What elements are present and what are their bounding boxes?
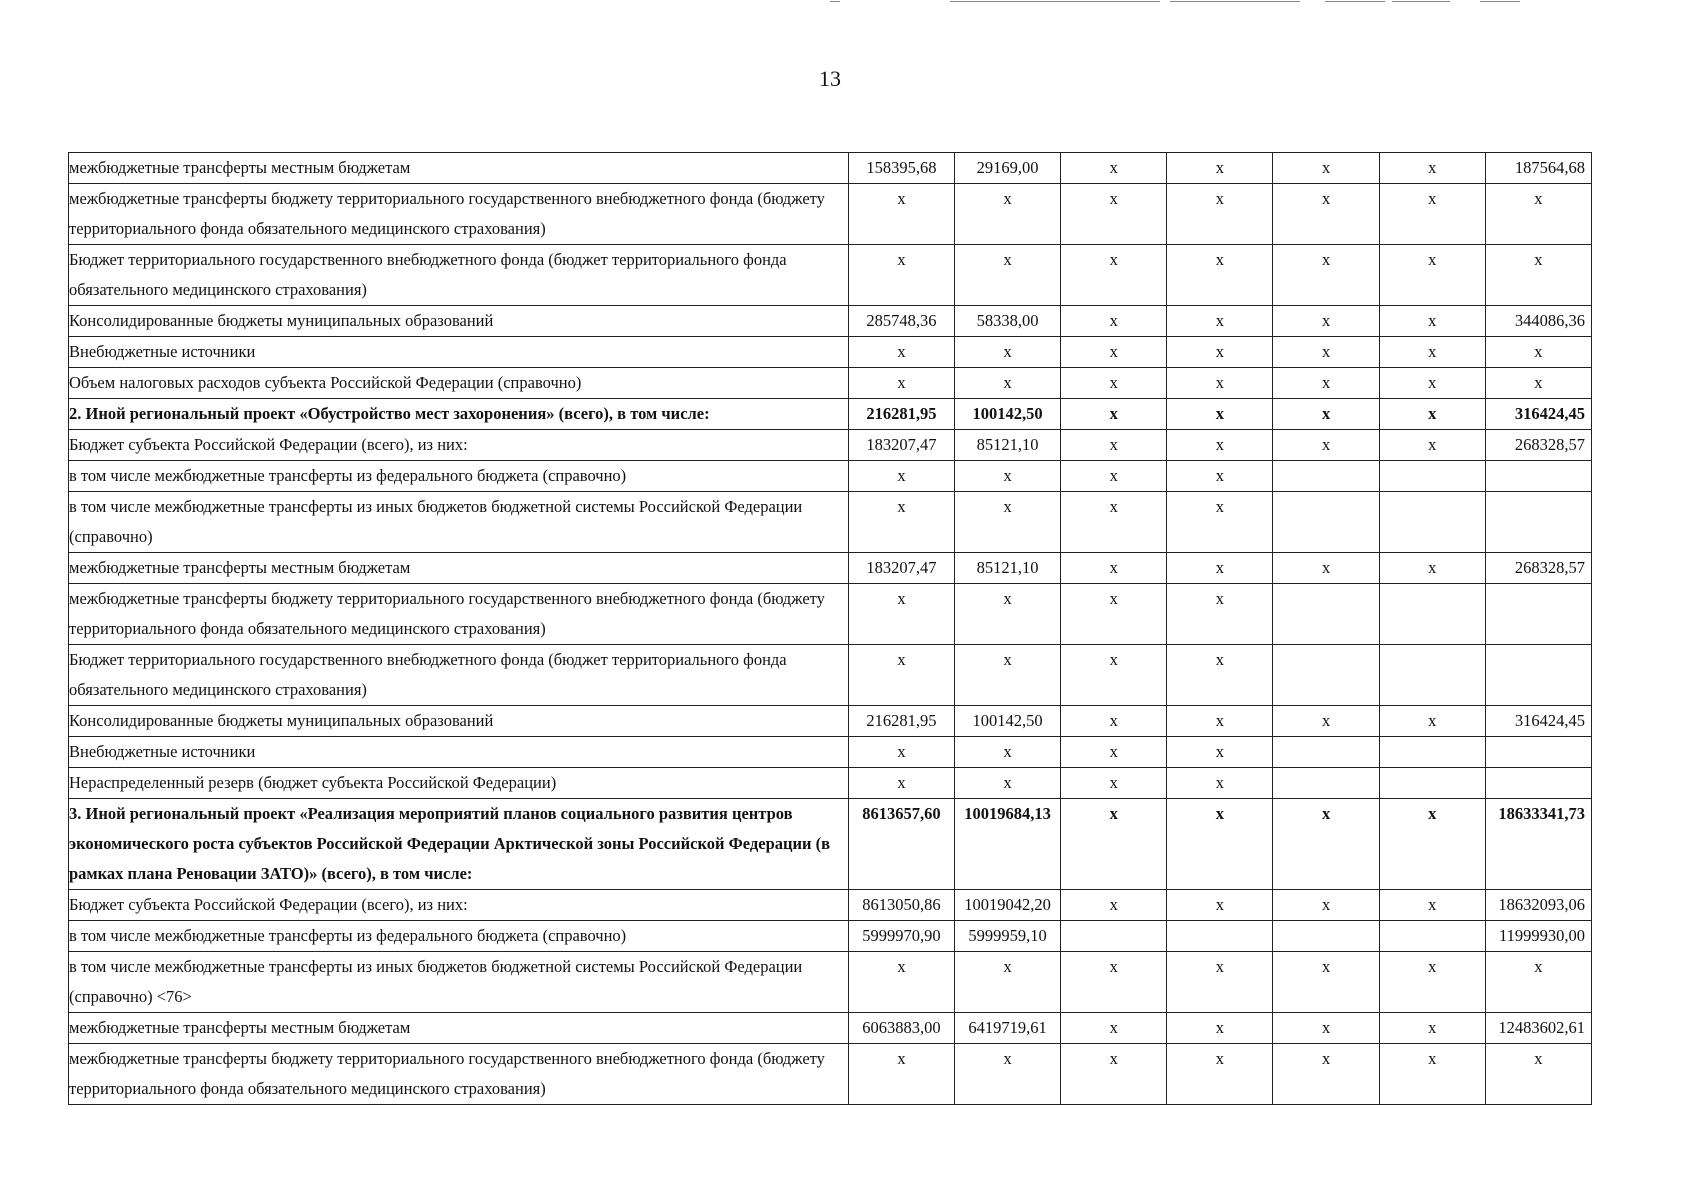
table-row bbox=[69, 368, 1592, 399]
table-row bbox=[69, 1013, 1592, 1044]
value-cell: x bbox=[1273, 184, 1379, 245]
value-cell: x bbox=[1273, 399, 1379, 430]
value-cell: x bbox=[1379, 799, 1485, 890]
row-label: Бюджет территориального государственного внебюджетного фонда (бюджет территориального фонда обязательного медицинского страхования) bbox=[69, 245, 849, 306]
row-label: 3. Иной региональный проект «Реализация мероприятий планов социального развития центров экономического роста субъектов Российской Федерации Арктической зоны Российской Федерации (в рамках плана Реновации ЗАТО)» (всего), в том числе: bbox=[69, 799, 849, 890]
value-cell bbox=[1273, 768, 1379, 799]
value-cell: x bbox=[1379, 1013, 1485, 1044]
value-cell bbox=[1273, 737, 1379, 768]
row-label: в том числе межбюджетные трансферты из иных бюджетов бюджетной системы Российской Федерации (справочно) bbox=[69, 492, 849, 553]
value-cell: x bbox=[1061, 645, 1167, 706]
value-cell: x bbox=[848, 952, 954, 1013]
value-cell: 158395,68 bbox=[848, 153, 954, 184]
value-cell: x bbox=[848, 245, 954, 306]
value-cell bbox=[1485, 461, 1591, 492]
value-cell: x bbox=[848, 184, 954, 245]
value-cell: x bbox=[1167, 245, 1273, 306]
row-label: в том числе межбюджетные трансферты из федерального бюджета (справочно) bbox=[69, 921, 849, 952]
row-label: Консолидированные бюджеты муниципальных образований bbox=[69, 306, 849, 337]
value-cell: x bbox=[955, 1044, 1061, 1105]
value-cell bbox=[1061, 921, 1167, 952]
table-row bbox=[69, 584, 1592, 645]
table-row bbox=[69, 921, 1592, 952]
row-label: в том числе межбюджетные трансферты из иных бюджетов бюджетной системы Российской Федерации (справочно) <76> bbox=[69, 952, 849, 1013]
value-cell: x bbox=[1061, 306, 1167, 337]
value-cell bbox=[1379, 921, 1485, 952]
value-cell: x bbox=[1167, 399, 1273, 430]
value-cell bbox=[1485, 768, 1591, 799]
value-cell: x bbox=[1273, 1013, 1379, 1044]
value-cell: 285748,36 bbox=[848, 306, 954, 337]
table-row bbox=[69, 645, 1592, 706]
value-cell: x bbox=[848, 584, 954, 645]
row-label: в том числе межбюджетные трансферты из федерального бюджета (справочно) bbox=[69, 461, 849, 492]
value-cell: x bbox=[1167, 584, 1273, 645]
value-cell: x bbox=[1167, 492, 1273, 553]
value-cell: x bbox=[1485, 337, 1591, 368]
value-cell: 183207,47 bbox=[848, 430, 954, 461]
value-cell: 6419719,61 bbox=[955, 1013, 1061, 1044]
value-cell: x bbox=[1167, 952, 1273, 1013]
value-cell: x bbox=[1379, 245, 1485, 306]
value-cell: x bbox=[1061, 1044, 1167, 1105]
value-cell: x bbox=[1273, 153, 1379, 184]
value-cell bbox=[1379, 768, 1485, 799]
scan-header-lines bbox=[0, 0, 1692, 4]
value-cell: 6063883,00 bbox=[848, 1013, 954, 1044]
value-cell: x bbox=[955, 645, 1061, 706]
value-cell: x bbox=[1061, 1013, 1167, 1044]
row-label: Бюджет субъекта Российской Федерации (всего), из них: bbox=[69, 430, 849, 461]
row-label: межбюджетные трансферты бюджету территориального государственного внебюджетного фонда (бюджету территориального фонда обязательного медицинского страхования) bbox=[69, 584, 849, 645]
value-cell: x bbox=[1167, 645, 1273, 706]
value-cell: 5999959,10 bbox=[955, 921, 1061, 952]
row-label: Внебюджетные источники bbox=[69, 337, 849, 368]
value-cell: x bbox=[955, 492, 1061, 553]
value-cell: x bbox=[1061, 399, 1167, 430]
value-cell: x bbox=[1167, 1013, 1273, 1044]
value-cell: 216281,95 bbox=[848, 399, 954, 430]
value-cell: x bbox=[1273, 1044, 1379, 1105]
value-cell: x bbox=[1379, 368, 1485, 399]
row-label: межбюджетные трансферты местным бюджетам bbox=[69, 553, 849, 584]
value-cell: x bbox=[955, 737, 1061, 768]
value-cell: x bbox=[1273, 799, 1379, 890]
table-row bbox=[69, 799, 1592, 890]
value-cell: 268328,57 bbox=[1485, 430, 1591, 461]
value-cell: x bbox=[1061, 153, 1167, 184]
value-cell: x bbox=[1379, 184, 1485, 245]
value-cell: x bbox=[1167, 153, 1273, 184]
value-cell: x bbox=[1379, 1044, 1485, 1105]
value-cell: 5999970,90 bbox=[848, 921, 954, 952]
value-cell: 100142,50 bbox=[955, 399, 1061, 430]
value-cell bbox=[1485, 584, 1591, 645]
value-cell: x bbox=[1485, 1044, 1591, 1105]
row-label: межбюджетные трансферты бюджету территориального государственного внебюджетного фонда (бюджету территориального фонда обязательного медицинского страхования) bbox=[69, 1044, 849, 1105]
value-cell: 8613050,86 bbox=[848, 890, 954, 921]
value-cell: x bbox=[1167, 799, 1273, 890]
value-cell: x bbox=[1273, 890, 1379, 921]
value-cell: x bbox=[1061, 368, 1167, 399]
value-cell bbox=[1379, 737, 1485, 768]
value-cell: x bbox=[1061, 890, 1167, 921]
value-cell: x bbox=[848, 645, 954, 706]
value-cell: x bbox=[1273, 430, 1379, 461]
table-row bbox=[69, 306, 1592, 337]
value-cell: 12483602,61 bbox=[1485, 1013, 1591, 1044]
value-cell: x bbox=[1167, 184, 1273, 245]
value-cell bbox=[1167, 921, 1273, 952]
row-label: Бюджет субъекта Российской Федерации (всего), из них: bbox=[69, 890, 849, 921]
value-cell: 187564,68 bbox=[1485, 153, 1591, 184]
value-cell: 316424,45 bbox=[1485, 399, 1591, 430]
value-cell: x bbox=[1379, 337, 1485, 368]
row-label: Консолидированные бюджеты муниципальных образований bbox=[69, 706, 849, 737]
table-row bbox=[69, 890, 1592, 921]
value-cell: x bbox=[955, 184, 1061, 245]
value-cell: 85121,10 bbox=[955, 553, 1061, 584]
value-cell: x bbox=[1379, 706, 1485, 737]
value-cell bbox=[1485, 492, 1591, 553]
value-cell: x bbox=[1273, 245, 1379, 306]
value-cell: x bbox=[1061, 337, 1167, 368]
value-cell: x bbox=[1485, 368, 1591, 399]
value-cell: x bbox=[848, 768, 954, 799]
table-row bbox=[69, 553, 1592, 584]
value-cell bbox=[1379, 645, 1485, 706]
value-cell bbox=[1485, 737, 1591, 768]
value-cell: x bbox=[1061, 553, 1167, 584]
value-cell: x bbox=[848, 492, 954, 553]
value-cell bbox=[1273, 584, 1379, 645]
value-cell: x bbox=[848, 737, 954, 768]
row-label: Объем налоговых расходов субъекта Российской Федерации (справочно) bbox=[69, 368, 849, 399]
table-body bbox=[69, 153, 1592, 1105]
value-cell: x bbox=[1061, 768, 1167, 799]
value-cell: 29169,00 bbox=[955, 153, 1061, 184]
table-row bbox=[69, 245, 1592, 306]
value-cell: x bbox=[1167, 890, 1273, 921]
value-cell: x bbox=[848, 461, 954, 492]
table-row bbox=[69, 737, 1592, 768]
value-cell bbox=[1379, 461, 1485, 492]
value-cell: x bbox=[1273, 952, 1379, 1013]
value-cell: 18633341,73 bbox=[1485, 799, 1591, 890]
value-cell: x bbox=[955, 952, 1061, 1013]
value-cell: 100142,50 bbox=[955, 706, 1061, 737]
table-row bbox=[69, 430, 1592, 461]
value-cell: x bbox=[1061, 430, 1167, 461]
value-cell: x bbox=[1167, 737, 1273, 768]
value-cell: x bbox=[955, 461, 1061, 492]
value-cell: x bbox=[1167, 461, 1273, 492]
value-cell: 8613657,60 bbox=[848, 799, 954, 890]
value-cell: 11999930,00 bbox=[1485, 921, 1591, 952]
value-cell: x bbox=[955, 337, 1061, 368]
value-cell: x bbox=[1167, 368, 1273, 399]
value-cell: x bbox=[955, 768, 1061, 799]
value-cell bbox=[1273, 492, 1379, 553]
value-cell: x bbox=[955, 584, 1061, 645]
value-cell: x bbox=[1379, 306, 1485, 337]
table-row bbox=[69, 153, 1592, 184]
row-label: 2. Иной региональный проект «Обустройство мест захоронения» (всего), в том числе: bbox=[69, 399, 849, 430]
value-cell: x bbox=[955, 368, 1061, 399]
value-cell: x bbox=[848, 368, 954, 399]
value-cell: x bbox=[1167, 337, 1273, 368]
value-cell: 344086,36 bbox=[1485, 306, 1591, 337]
row-label: Нераспределенный резерв (бюджет субъекта Российской Федерации) bbox=[69, 768, 849, 799]
value-cell bbox=[1273, 921, 1379, 952]
value-cell: 268328,57 bbox=[1485, 553, 1591, 584]
value-cell bbox=[1485, 645, 1591, 706]
value-cell: x bbox=[1485, 184, 1591, 245]
value-cell: x bbox=[1061, 706, 1167, 737]
value-cell bbox=[1379, 492, 1485, 553]
value-cell: x bbox=[848, 337, 954, 368]
table-row bbox=[69, 461, 1592, 492]
value-cell: 316424,45 bbox=[1485, 706, 1591, 737]
value-cell: x bbox=[1061, 245, 1167, 306]
value-cell: x bbox=[1061, 492, 1167, 553]
value-cell: 10019042,20 bbox=[955, 890, 1061, 921]
table-row bbox=[69, 492, 1592, 553]
value-cell: x bbox=[1167, 306, 1273, 337]
value-cell: x bbox=[1167, 430, 1273, 461]
value-cell: x bbox=[1273, 368, 1379, 399]
value-cell: 85121,10 bbox=[955, 430, 1061, 461]
budget-table bbox=[68, 152, 1592, 1105]
value-cell: x bbox=[1061, 737, 1167, 768]
value-cell: 10019684,13 bbox=[955, 799, 1061, 890]
value-cell: 183207,47 bbox=[848, 553, 954, 584]
value-cell: x bbox=[1273, 337, 1379, 368]
value-cell: x bbox=[1379, 153, 1485, 184]
value-cell: 18632093,06 bbox=[1485, 890, 1591, 921]
value-cell: x bbox=[1379, 553, 1485, 584]
table-row bbox=[69, 184, 1592, 245]
row-label: межбюджетные трансферты бюджету территориального государственного внебюджетного фонда (бюджету территориального фонда обязательного медицинского страхования) bbox=[69, 184, 849, 245]
value-cell: 216281,95 bbox=[848, 706, 954, 737]
table-row bbox=[69, 706, 1592, 737]
value-cell: x bbox=[1379, 430, 1485, 461]
value-cell: x bbox=[1061, 184, 1167, 245]
row-label: межбюджетные трансферты местным бюджетам bbox=[69, 153, 849, 184]
value-cell: x bbox=[1485, 952, 1591, 1013]
value-cell: x bbox=[1273, 553, 1379, 584]
value-cell bbox=[1273, 645, 1379, 706]
row-label: межбюджетные трансферты местным бюджетам bbox=[69, 1013, 849, 1044]
value-cell bbox=[1379, 584, 1485, 645]
page-number: 13 bbox=[819, 66, 841, 91]
row-label: Бюджет территориального государственного внебюджетного фонда (бюджет территориального фонда обязательного медицинского страхования) bbox=[69, 645, 849, 706]
value-cell: x bbox=[1167, 1044, 1273, 1105]
value-cell: x bbox=[1485, 245, 1591, 306]
table-row bbox=[69, 337, 1592, 368]
value-cell: x bbox=[1273, 706, 1379, 737]
value-cell: x bbox=[1167, 553, 1273, 584]
value-cell: x bbox=[1061, 799, 1167, 890]
value-cell: x bbox=[955, 245, 1061, 306]
value-cell: x bbox=[1167, 768, 1273, 799]
value-cell: x bbox=[1379, 890, 1485, 921]
value-cell: x bbox=[1379, 399, 1485, 430]
table-row bbox=[69, 399, 1592, 430]
value-cell: x bbox=[1061, 952, 1167, 1013]
value-cell: x bbox=[848, 1044, 954, 1105]
table-row bbox=[69, 768, 1592, 799]
value-cell: x bbox=[1061, 584, 1167, 645]
value-cell: x bbox=[1167, 706, 1273, 737]
value-cell: 58338,00 bbox=[955, 306, 1061, 337]
table-row bbox=[69, 952, 1592, 1013]
row-label: Внебюджетные источники bbox=[69, 737, 849, 768]
value-cell: x bbox=[1061, 461, 1167, 492]
value-cell bbox=[1273, 461, 1379, 492]
value-cell: x bbox=[1379, 952, 1485, 1013]
value-cell: x bbox=[1273, 306, 1379, 337]
table-row bbox=[69, 1044, 1592, 1105]
